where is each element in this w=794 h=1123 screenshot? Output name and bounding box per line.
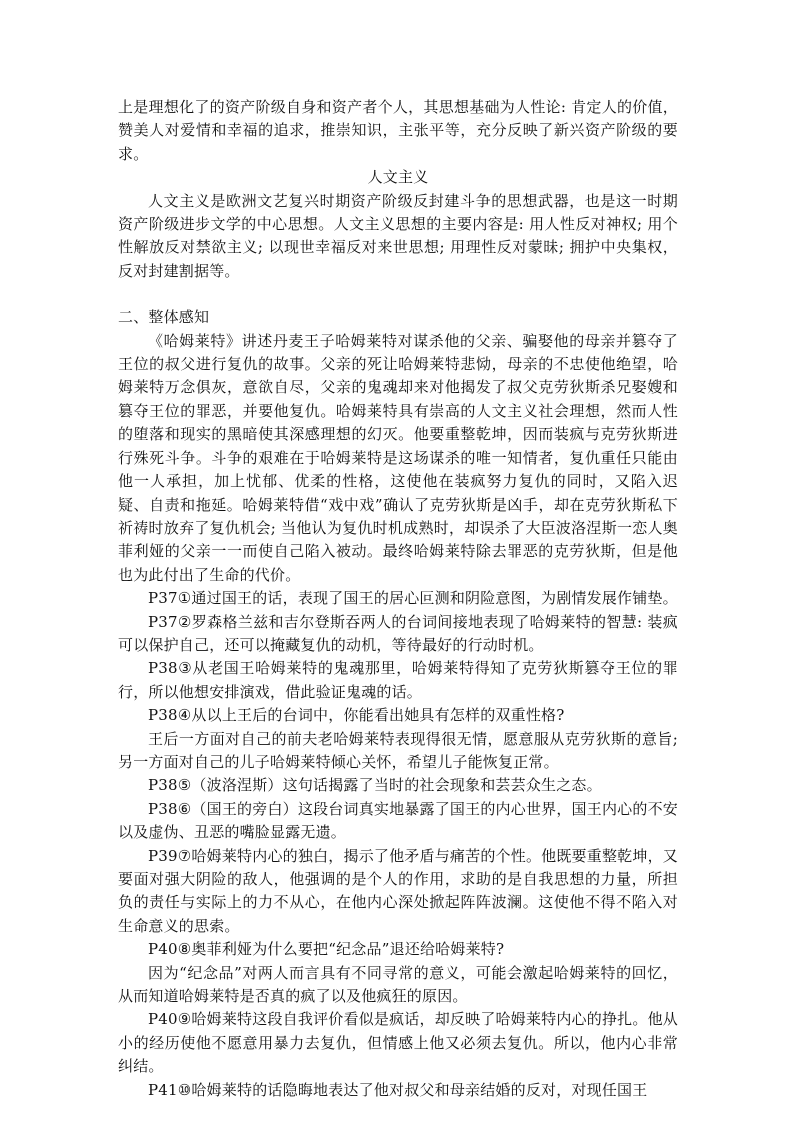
note-p38-6: P38⑥（国王的旁白）这段台词真实地暴露了国王的内心世界，国王内心的不安以及虚伪、丑恶的嘴脸显露无遗。 [118, 799, 678, 842]
note-p38-3: P38③从老国王哈姆莱特的鬼魂那里，哈姆莱特得知了克劳狄斯篡夺王位的罪行，所以他想安排演戏，借此验证鬼魂的话。 [118, 659, 678, 701]
note-p37-1: P37①通过国王的话，表现了国王的居心叵测和阴险意图，为剧情发展作铺垫。 [148, 589, 678, 608]
note-p40-9: P40⑨哈姆莱特这段自我评价看似是疯话，却反映了哈姆莱特内心的挣扎。他从小的经历使他不愿意用暴力去复仇，但情感上他又必须去复仇。所以，他内心非常纠结。 [118, 1010, 678, 1076]
document-page [118, 96, 678, 1102]
note-p38-5: P38⑤（波洛涅斯）这句话揭露了当时的社会现象和芸芸众生之态。 [148, 776, 602, 795]
summary-paragraph: 《哈姆莱特》讲述丹麦王子哈姆莱特对谋杀他的父亲、骗娶他的母亲并篡夺了王位的叔父进行复仇的故事。父亲的死让哈姆莱特悲恸，母亲的不忠使他绝望，哈姆莱特万念俱灰，意欲自尽，父亲的鬼魂却来对他揭发了叔父克劳狄斯杀兄娶嫂和篡夺王位的罪恶，并要他复仇。哈姆莱特具有崇高的人文主义社会理想，然而人性的堕落和现实的黑暗使其深感理想的幻灭。他要重整乾坤，因而装疯与克劳狄斯进行殊死斗争。斗争的艰难在于哈姆莱特是这场谋杀的唯一知情者，复仇重任只能由他一人承担，加上忧郁、优柔的性格，这使他在装疯努力复仇的同时，又陷入迟疑、自责和拖延。哈姆莱特借“戏中戏”确认了克劳狄斯是凶手，却在克劳狄斯私下祈祷时放弃了复仇机会; 当他认为复仇时机成熟时，却误杀了大臣波洛涅斯一恋人奥菲利娅的父亲一一而使自己陷入被动。最终哈姆莱特除去罪恶的克劳狄斯，但是他也为此付出了生命的代价。 [118, 331, 678, 584]
humanism-paragraph: 人文主义是欧洲文艺复兴时期资产阶级反封建斗争的思想武器，也是这一时期资产阶级进步文学的中心思想。人文主义思想的主要内容是: 用人性反对神权; 用个性解放反对禁欲主义; 以现世幸福反对来世思想; 用理性反对蒙昧; 拥护中央集权，反对封建割据等。 [118, 191, 678, 280]
answer-p40-8: 因为“纪念品”对两人而言具有不同寻常的意义，可能会激起哈姆莱特的回忆，从而知道哈姆莱特是否真的疯了以及他疯狂的原因。 [118, 963, 678, 1006]
note-p37-2: P37②罗森格兰兹和吉尔登斯吞两人的台词间接地表现了哈姆莱特的智慧: 装疯可以保护自己，还可以掩藏复仇的动机，等待最好的行动时机。 [118, 612, 678, 654]
section-overall-perception-title: 二、整体感知 [118, 308, 210, 327]
question-p40-8: P40⑧奥菲利娅为什么要把“纪念品”退还给哈姆莱特? [148, 940, 505, 959]
question-p38-4: P38④从以上王后的台词中，你能看出她具有怎样的双重性格? [148, 706, 565, 725]
note-p39-7: P39⑦哈姆莱特内心的独白，揭示了他矛盾与痛苦的个性。他既要重整乾坤，又要面对强大阴险的敌人，他强调的是个人的作用，求助的是自我思想的力量，所担负的责任与实际上的力不从心，在他内心深处掀起阵阵波澜。这使他不得不陷入对生命意义的思索。 [118, 846, 678, 935]
note-p41-10: P41⑩哈姆莱特的话隐晦地表达了他对叔父和母亲结婚的反对，对现任国王 [148, 1080, 648, 1099]
intro-continued-paragraph: 上是理想化了的资产阶级自身和资产者个人，其思想基础为人性论: 肯定人的价值，赞美人对爱情和幸福的追求，推崇知识，主张平等，充分反映了新兴资产阶级的要求。 [118, 98, 678, 163]
humanism-title: 人文主义 [367, 168, 429, 187]
answer-p38-4: 王后一方面对自己的前夫老哈姆莱特表现得很无情，愿意服从克劳狄斯的意旨; 另一方面对自己的儿子哈姆莱特倾心关怀，希望儿子能恢复正常。 [118, 729, 678, 771]
